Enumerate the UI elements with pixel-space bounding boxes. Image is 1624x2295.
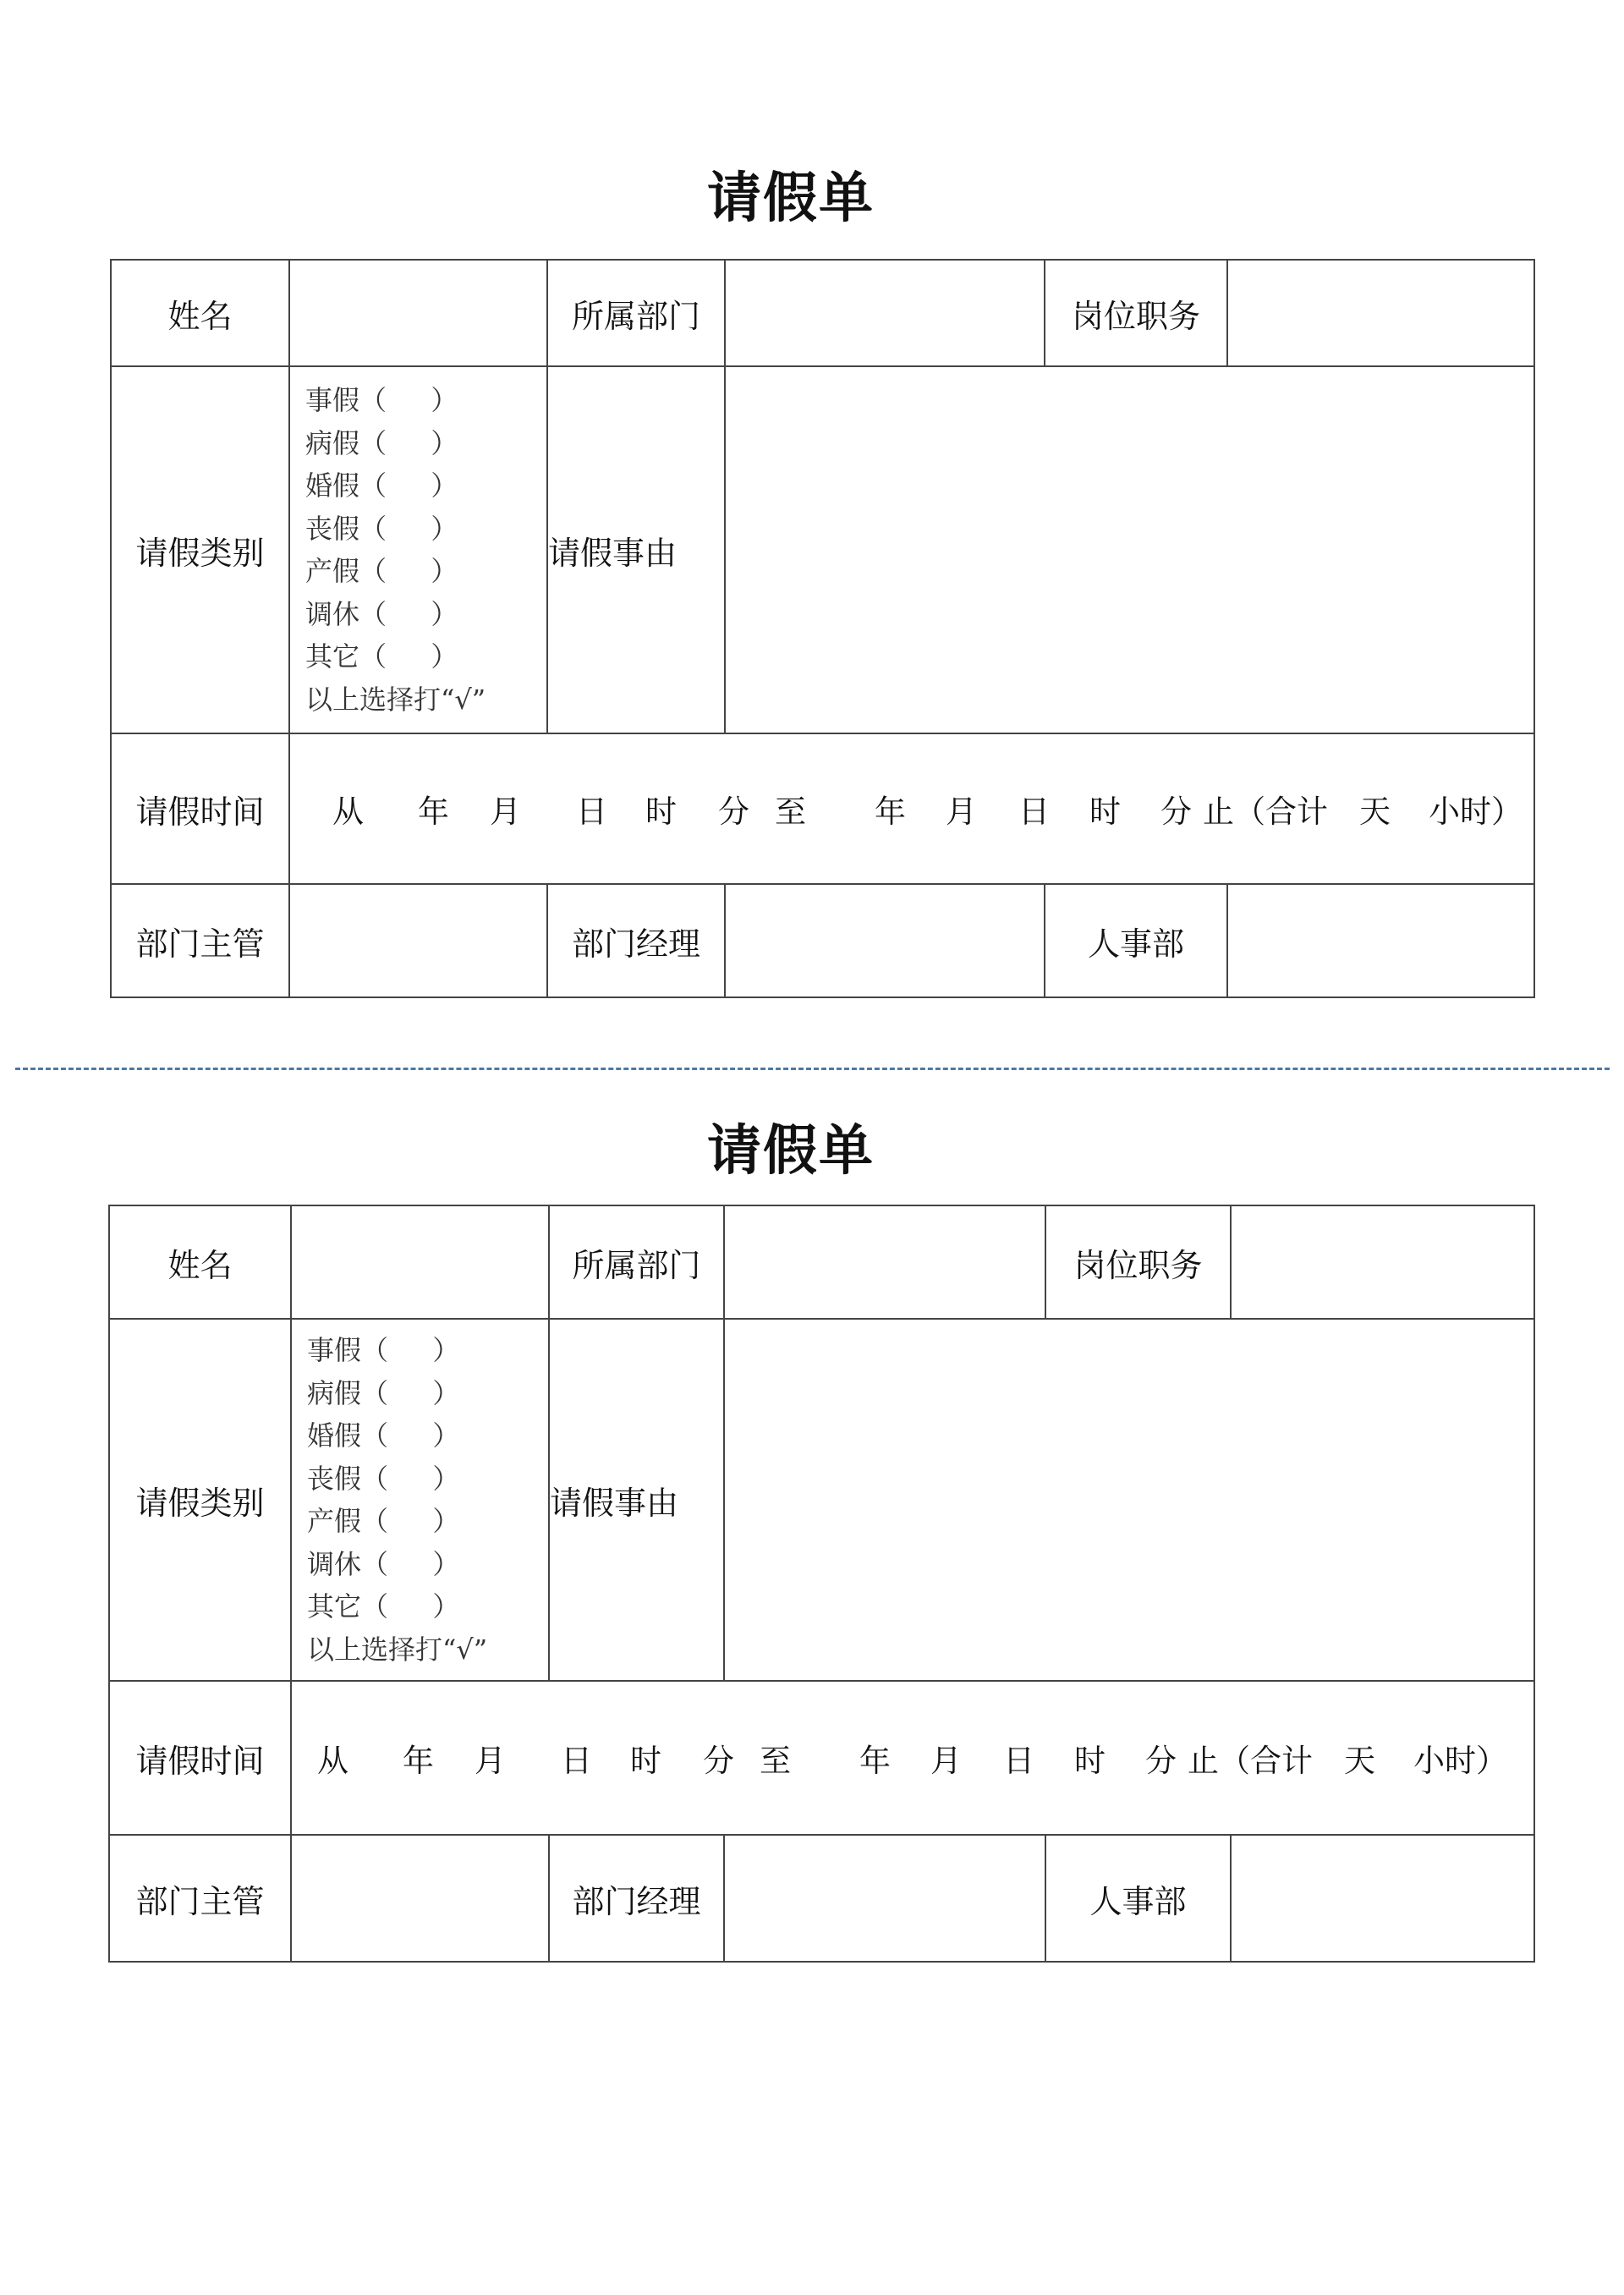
- time-word: 月: [490, 793, 521, 830]
- time-word: 时: [645, 793, 677, 830]
- hr-value-cell[interactable]: [1227, 884, 1534, 997]
- dept-supervisor-value-cell[interactable]: [289, 884, 547, 997]
- dept-supervisor-label: 部门主管: [111, 884, 289, 997]
- leave-option[interactable]: 丧假（ ）: [307, 1462, 460, 1495]
- reason-value-cell[interactable]: [724, 1319, 1534, 1681]
- time-word: 年: [418, 793, 449, 830]
- time-word: 从: [317, 1743, 348, 1779]
- time-word: 年: [403, 1743, 434, 1779]
- leave-option[interactable]: 婚假（ ）: [307, 1419, 460, 1452]
- dept-value-cell[interactable]: [724, 1205, 1045, 1319]
- leave-option[interactable]: 事假（ ）: [307, 1334, 460, 1366]
- time-word: 年: [875, 793, 906, 830]
- time-word: 止（合计: [1188, 1743, 1313, 1779]
- leave-option[interactable]: 婚假（ ）: [305, 469, 458, 502]
- leave-option[interactable]: 其它（ ）: [307, 1590, 460, 1622]
- dept-supervisor-label: 部门主管: [109, 1835, 291, 1962]
- dept-label: 所属部门: [549, 1205, 724, 1319]
- dept-manager-value-cell[interactable]: [724, 1835, 1045, 1962]
- time-word: 年: [859, 1743, 891, 1779]
- leave-option[interactable]: 产假（ ）: [307, 1505, 460, 1537]
- time-word: 时: [1089, 793, 1121, 830]
- leave-form-table: [110, 259, 1535, 998]
- position-label: 岗位职务: [1045, 260, 1227, 366]
- name-value-cell[interactable]: [289, 260, 547, 366]
- cut-line-divider: [15, 1068, 1610, 1070]
- leave-type-options: [291, 1319, 549, 1681]
- position-label: 岗位职务: [1045, 1205, 1231, 1319]
- leave-time-cell[interactable]: [289, 733, 1534, 884]
- time-word: 月: [475, 1743, 506, 1779]
- time-word: 天: [1344, 1743, 1375, 1779]
- time-word: 月: [930, 1743, 962, 1779]
- leave-type-label: 请假类别: [111, 366, 289, 733]
- time-word: 日: [561, 1743, 592, 1779]
- time-word: 至: [760, 1743, 791, 1779]
- reason-value-cell[interactable]: [725, 366, 1534, 733]
- leave-option[interactable]: 事假（ ）: [305, 384, 458, 416]
- leave-time-cell[interactable]: [291, 1681, 1534, 1835]
- leave-type-options: [289, 366, 547, 733]
- form-title: 请假单: [707, 167, 875, 230]
- leave-option[interactable]: 产假（ ）: [305, 555, 458, 587]
- leave-option[interactable]: 丧假（ ）: [305, 512, 458, 545]
- time-word: 时: [630, 1743, 661, 1779]
- reason-label: 请假事由: [549, 1319, 724, 1681]
- dept-manager-value-cell[interactable]: [725, 884, 1045, 997]
- dept-value-cell[interactable]: [725, 260, 1045, 366]
- leave-option-instruction: 以上选择打“√”: [305, 683, 486, 716]
- leave-option[interactable]: 其它（ ）: [305, 640, 458, 673]
- name-label: 姓名: [111, 260, 289, 366]
- time-word: 天: [1359, 793, 1391, 830]
- reason-label: 请假事由: [547, 366, 725, 733]
- time-word: 日: [1018, 793, 1050, 830]
- leave-form-table: [108, 1205, 1535, 1963]
- dept-manager-label: 部门经理: [549, 1835, 724, 1962]
- leave-option-instruction: 以上选择打“√”: [307, 1633, 488, 1666]
- time-word: 至: [775, 793, 806, 830]
- leave-time-label: 请假时间: [111, 733, 289, 884]
- time-word: 小时）: [1429, 793, 1522, 830]
- time-word: 分: [1145, 1743, 1177, 1779]
- time-word: 分: [703, 1743, 734, 1779]
- leave-type-label: 请假类别: [109, 1319, 291, 1681]
- hr-value-cell[interactable]: [1231, 1835, 1534, 1962]
- time-word: 时: [1074, 1743, 1106, 1779]
- dept-manager-label: 部门经理: [547, 884, 725, 997]
- hr-label: 人事部: [1045, 884, 1227, 997]
- leave-option[interactable]: 调休（ ）: [305, 597, 458, 630]
- dept-supervisor-value-cell[interactable]: [291, 1835, 549, 1962]
- time-word: 小时）: [1413, 1743, 1507, 1779]
- name-label: 姓名: [109, 1205, 291, 1319]
- time-word: 日: [1003, 1743, 1034, 1779]
- time-word: 止（合计: [1203, 793, 1328, 830]
- leave-option[interactable]: 病假（ ）: [307, 1376, 460, 1409]
- position-value-cell[interactable]: [1231, 1205, 1534, 1319]
- name-value-cell[interactable]: [291, 1205, 549, 1319]
- form-title: 请假单: [707, 1120, 875, 1183]
- time-word: 分: [1160, 793, 1192, 830]
- hr-label: 人事部: [1045, 1835, 1231, 1962]
- dept-label: 所属部门: [547, 260, 725, 366]
- leave-option[interactable]: 调休（ ）: [307, 1547, 460, 1580]
- leave-option[interactable]: 病假（ ）: [305, 426, 458, 459]
- time-word: 月: [946, 793, 977, 830]
- position-value-cell[interactable]: [1227, 260, 1534, 366]
- leave-time-label: 请假时间: [109, 1681, 291, 1835]
- time-word: 从: [332, 793, 364, 830]
- time-word: 分: [718, 793, 749, 830]
- time-word: 日: [576, 793, 607, 830]
